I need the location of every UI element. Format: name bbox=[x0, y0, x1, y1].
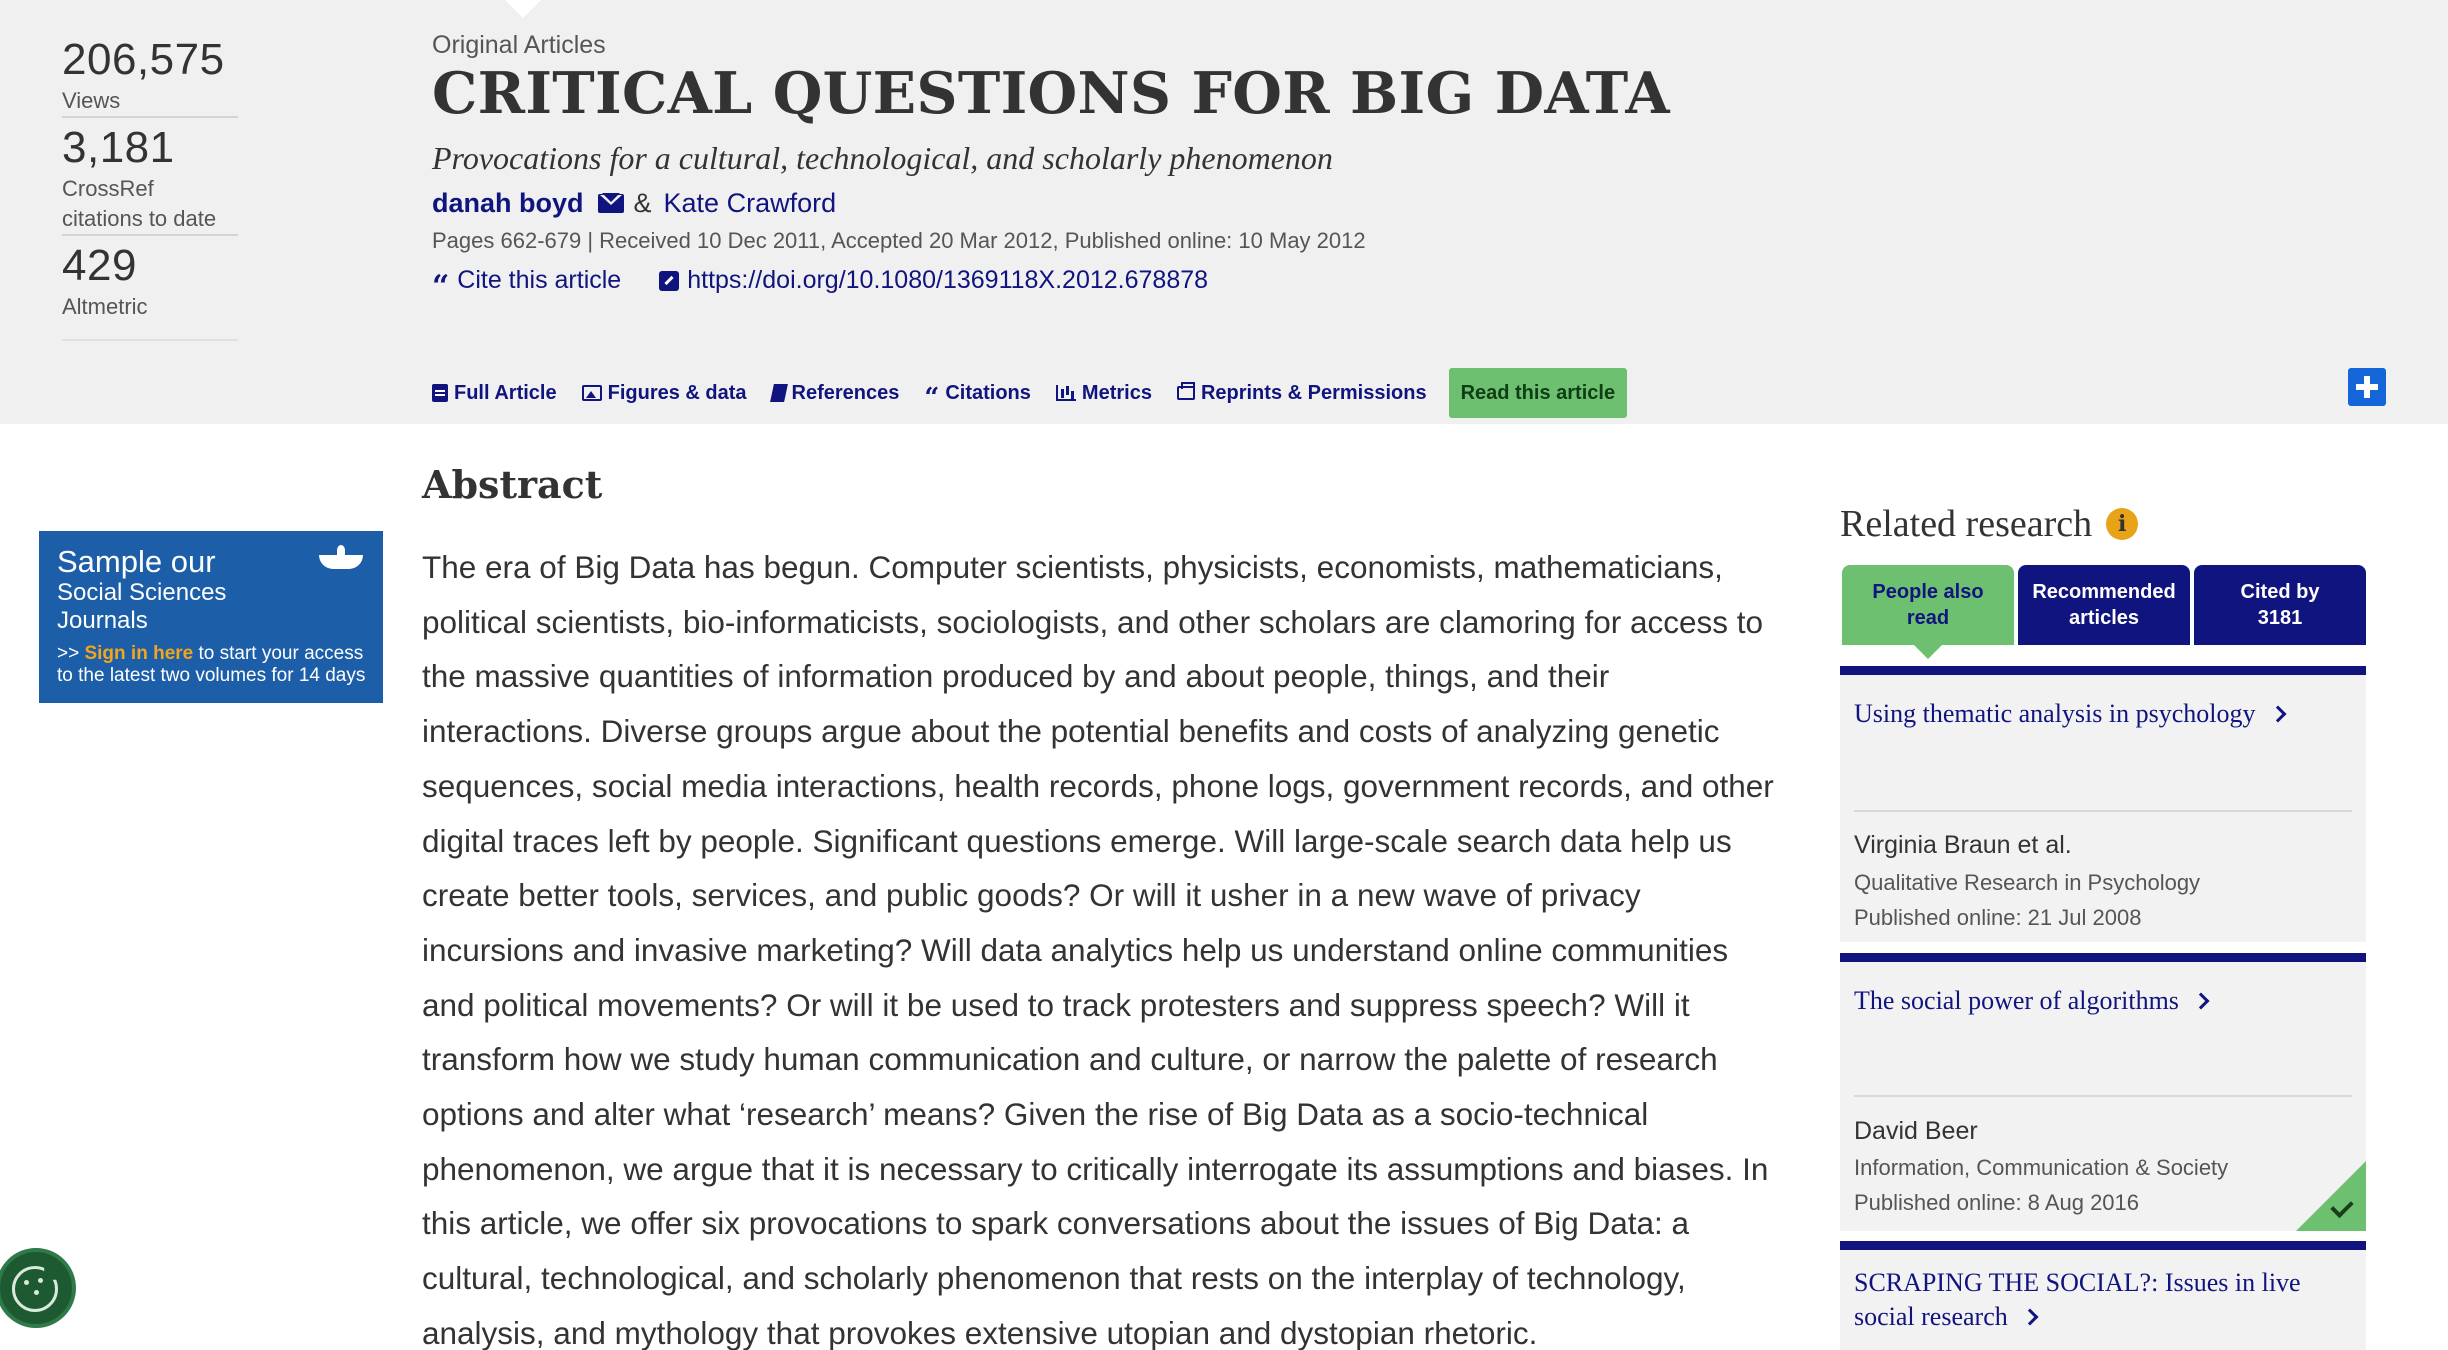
ad-sign-in-link[interactable]: Sign in here bbox=[84, 643, 194, 664]
doi-text: https://doi.org/10.1080/1369118X.2012.678878 bbox=[687, 266, 1209, 294]
ad-line-2: Social Sciences bbox=[57, 579, 227, 606]
abstract-line: interactions. Diverse groups argue about the potential benefits and costs of analyzing genetic bbox=[422, 713, 1720, 750]
tab-full-article[interactable] bbox=[432, 382, 557, 405]
tab-metrics-label: Metrics bbox=[1081, 381, 1152, 404]
info-icon[interactable]: i bbox=[2106, 508, 2138, 540]
doi-link[interactable] bbox=[659, 266, 1208, 295]
crossref-count: 3,181 bbox=[62, 123, 175, 172]
envelope-icon[interactable] bbox=[598, 194, 624, 213]
related-research-heading bbox=[1840, 502, 2138, 546]
chevron-right-icon bbox=[2269, 706, 2286, 723]
related-article-card bbox=[1840, 1241, 2366, 1350]
read-article-button[interactable]: Read this article bbox=[1449, 368, 1628, 418]
external-link-icon bbox=[659, 271, 679, 291]
article-type: Original Articles bbox=[432, 31, 606, 59]
abstract-line: phenomenon, we argue that it is necessary to critically interrogate its assumptions and biases. In bbox=[422, 1150, 1769, 1187]
lamp-icon bbox=[315, 543, 369, 573]
abstract-line: options and alter what ‘research’ means? Given the rise of Big Data as a socio-technical bbox=[422, 1096, 1649, 1133]
abstract-line: The era of Big Data has begun. Computer scientists, physicists, economists, mathematicians, bbox=[422, 549, 1723, 585]
abstract-text bbox=[422, 540, 1802, 1350]
tab-citations-label: Citations bbox=[945, 381, 1031, 404]
printer-icon bbox=[1177, 386, 1195, 400]
header-notch bbox=[505, 0, 541, 18]
author-link-boyd[interactable]: danah boyd bbox=[432, 188, 584, 218]
author-list bbox=[432, 188, 836, 219]
cite-article-link[interactable] bbox=[432, 266, 622, 304]
related-article-link[interactable] bbox=[1840, 962, 2366, 1018]
tab-people-also-read[interactable]: People also read bbox=[1842, 565, 2014, 645]
tab-citations[interactable] bbox=[924, 381, 1031, 413]
abstract-line: this article, we offer six provocations to spark conversations about the issues of Big Data: a bbox=[422, 1205, 1690, 1242]
abstract-line: analysis, and mythology that provokes extensive utopian and dystopian rhetoric. bbox=[422, 1314, 1538, 1350]
related-article-title: The social power of algorithms bbox=[1854, 986, 2179, 1015]
author-separator: & bbox=[633, 188, 652, 218]
tab-references-label: References bbox=[791, 381, 900, 404]
document-icon bbox=[432, 384, 448, 402]
tab-metrics[interactable] bbox=[1056, 382, 1152, 405]
abstract-line: digital traces left by people. Significant questions emerge. Will large-scale search data help us bbox=[422, 822, 1732, 859]
ad-line-5: to the latest two volumes for 14 days bbox=[57, 665, 366, 686]
related-article-card bbox=[1840, 953, 2366, 1231]
related-article-title: SCRAPING THE SOCIAL?: Issues in live social research bbox=[1854, 1268, 2301, 1331]
article-tabs bbox=[432, 368, 1627, 418]
related-article-journal: Information, Communication & Society bbox=[1854, 1155, 2229, 1180]
tab-full-article-label: Full Article bbox=[454, 381, 557, 404]
related-article-link[interactable] bbox=[1840, 1250, 2366, 1334]
article-title: CRITICAL QUESTIONS FOR BIG DATA bbox=[432, 60, 1670, 127]
tab-recommended-articles[interactable]: Recommended articles bbox=[2018, 565, 2190, 645]
abstract-heading: Abstract bbox=[422, 462, 603, 507]
card-divider bbox=[1854, 1095, 2352, 1097]
author-link-crawford[interactable]: Kate Crawford bbox=[663, 188, 837, 218]
abstract-line: sequences, social media interactions, health records, phone logs, government records, and other bbox=[422, 767, 1774, 804]
related-article-link[interactable] bbox=[1840, 675, 2366, 731]
views-metric bbox=[62, 30, 238, 118]
related-tabs bbox=[1842, 565, 2366, 645]
share-plus-button[interactable] bbox=[2348, 368, 2386, 406]
related-article-journal: Qualitative Research in Psychology bbox=[1854, 870, 2201, 895]
related-article-authors: David Beer bbox=[1854, 1117, 1978, 1145]
tab-figures-label: Figures & data bbox=[607, 381, 747, 404]
abstract-line: the massive quantities of information produced by and about people, things, and their bbox=[422, 658, 1610, 695]
abstract-line: incursions and invasive marketing? Will data analytics help us understand online communities bbox=[422, 931, 1729, 968]
article-metrics bbox=[62, 30, 238, 341]
card-divider bbox=[1854, 810, 2352, 812]
crossref-label: CrossRef citations to date bbox=[62, 176, 217, 231]
related-article-title: Using thematic analysis in psychology bbox=[1854, 699, 2256, 728]
tab-reprints[interactable] bbox=[1177, 382, 1427, 405]
cookie-settings-button[interactable] bbox=[0, 1248, 76, 1328]
ad-line-4 bbox=[57, 643, 383, 665]
tab-references[interactable] bbox=[772, 382, 900, 405]
tab-figures[interactable] bbox=[582, 382, 747, 405]
book-icon bbox=[770, 384, 788, 402]
chevron-right-icon bbox=[2021, 1309, 2038, 1326]
checkmark-icon bbox=[2296, 1161, 2366, 1231]
abstract-line: political scientists, bio-informaticists, sociologists, and other scholars are clamoring for access to bbox=[422, 603, 1764, 640]
citation-links bbox=[432, 266, 1209, 304]
related-article-authors: Virginia Braun et al. bbox=[1854, 831, 2072, 859]
altmetric-metric[interactable] bbox=[62, 236, 238, 341]
quote-icon: “ bbox=[432, 268, 450, 304]
related-article-date: Published online: 8 Aug 2016 bbox=[1854, 1190, 2140, 1215]
abstract-line: cultural, technological, and scholarly phenomenon that rests on the interplay of technology, bbox=[422, 1260, 1686, 1297]
bar-chart-icon bbox=[1056, 385, 1076, 401]
abstract-line: and political movements? Or will it be used to track protesters and suppress speech? Will it bbox=[422, 986, 1690, 1023]
altmetric-count: 429 bbox=[62, 241, 137, 290]
related-article-card bbox=[1840, 666, 2366, 942]
ad-line-3: Journals bbox=[57, 607, 148, 634]
views-label: Views bbox=[62, 88, 121, 113]
altmetric-label: Altmetric bbox=[62, 294, 148, 319]
abstract-line: transform how we study human communication and culture, or narrow the palette of research bbox=[422, 1041, 1718, 1078]
crossref-metric bbox=[62, 118, 238, 236]
image-icon bbox=[582, 385, 602, 401]
ad-line-1: Sample our bbox=[57, 544, 216, 579]
chevron-right-icon bbox=[2192, 993, 2209, 1010]
views-count: 206,575 bbox=[62, 35, 225, 84]
quote-icon: “ bbox=[924, 383, 940, 413]
ad-line-4-text: to start your access bbox=[193, 643, 364, 664]
related-article-date: Published online: 21 Jul 2008 bbox=[1854, 905, 2142, 930]
tab-cited-by[interactable]: Cited by 3181 bbox=[2194, 565, 2366, 645]
sample-journals-ad[interactable] bbox=[39, 531, 383, 703]
article-subtitle: Provocations for a cultural, technological, and scholarly phenomenon bbox=[432, 140, 1333, 176]
abstract-line: create better tools, services, and public goods? Or will it usher in a new wave of privacy bbox=[422, 877, 1641, 914]
related-research-title: Related research bbox=[1840, 503, 2093, 545]
ad-arrows: >> bbox=[57, 643, 85, 664]
cite-article-label: Cite this article bbox=[457, 266, 622, 294]
publication-info: Pages 662-679 | Received 10 Dec 2011, Accepted 20 Mar 2012, Published online: 10 May 2012 bbox=[432, 228, 1366, 253]
tab-reprints-label: Reprints & Permissions bbox=[1200, 381, 1427, 404]
